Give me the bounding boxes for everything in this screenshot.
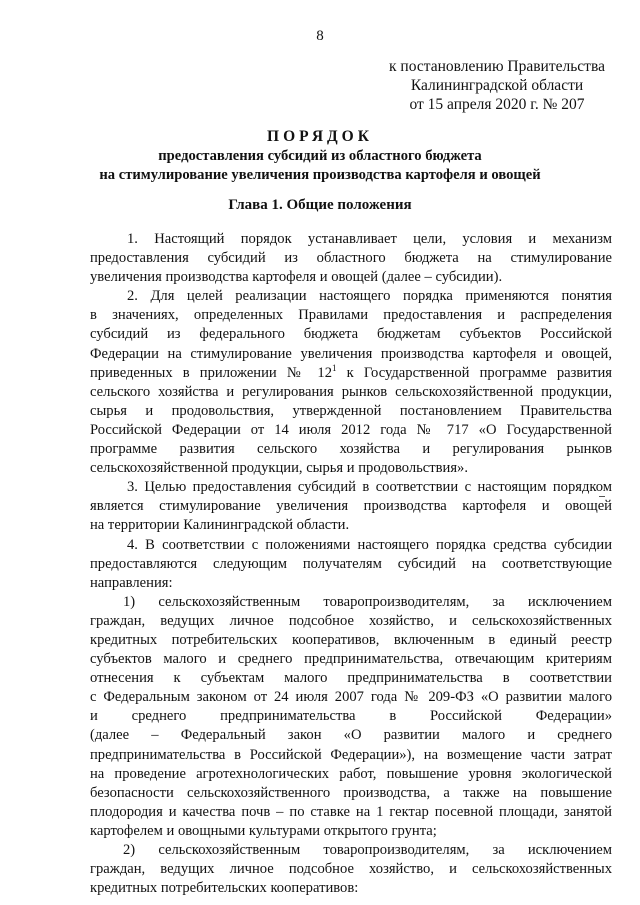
text-line: граждан, ведущих личное подсобное хозяйство, и сельскохозяйственных bbox=[90, 612, 612, 629]
text-line: в значениях, определенных Правилами предоставления и распределения bbox=[90, 307, 612, 324]
text-line: предоставляются следующим получателям субсидий на соответствующие bbox=[90, 555, 612, 572]
text-line-part: к Государственной программе развития bbox=[336, 364, 612, 381]
text-line: плодородия и качества почв – по ставке на 1 гектар посевной площади, занятой bbox=[90, 803, 612, 820]
body-text bbox=[90, 230, 612, 898]
text-line: является стимулирование увеличения производства картофеля и овощей bbox=[90, 498, 612, 515]
text-line: субъектов малого и среднего предпринимательства, отвечающим критериям bbox=[90, 651, 612, 668]
subtitle-line: на стимулирование увеличения производства картофеля и овощей bbox=[99, 167, 541, 183]
text-line: с Федеральным законом от 24 июля 2007 года № 209-ФЗ «О развитии малого bbox=[90, 689, 612, 706]
text-line: Федерации на стимулирование увеличения производства картофеля и овощей, bbox=[90, 345, 612, 362]
text-line: сельского хозяйства и регулирования рынков сельскохозяйственной продукции, bbox=[90, 383, 612, 400]
text-line: 3. Целью предоставления субсидий в соответствии с настоящим порядком bbox=[127, 479, 612, 496]
footnote-superscript: 1 bbox=[332, 362, 337, 373]
text-line: 2) сельскохозяйственным товаропроизводителям, за исключением bbox=[123, 842, 612, 858]
approval-header bbox=[372, 57, 622, 114]
scan-mark bbox=[599, 496, 605, 497]
text-line: сельскохозяйственной продукции, сырья и продовольствия». bbox=[90, 460, 468, 477]
approval-header-line: к постановлению Правительства bbox=[389, 58, 605, 75]
text-line: на территории Калининградской области. bbox=[90, 517, 350, 534]
text-line: 4. В соответствии с положениями настоящего порядка средства субсидии bbox=[127, 536, 612, 553]
text-line: отнесения к субъектам малого предпринимательства в соответствии bbox=[90, 670, 612, 687]
text-line: программе развития сельского хозяйства и регулирования рынков bbox=[90, 441, 612, 458]
document-title: ПОРЯДОК bbox=[267, 128, 373, 145]
text-line: увеличения производства картофеля и овощей (далее – субсидии). bbox=[90, 269, 503, 286]
text-line: предоставления субсидий из областного бюджета на стимулирование bbox=[90, 250, 612, 267]
text-line: граждан, ведущих личное подсобное хозяйство, и сельскохозяйственных bbox=[90, 861, 612, 878]
text-line: (далее – Федеральный закон «О развитии малого и среднего bbox=[90, 727, 612, 744]
approval-header-line: Калининградской области bbox=[410, 77, 584, 94]
text-line: 1. Настоящий порядок устанавливает цели, условия и механизм bbox=[127, 231, 612, 247]
subtitle-line: предоставления субсидий из областного бюджета bbox=[158, 148, 482, 164]
text-line: 1) сельскохозяйственным товаропроизводителям, за исключением bbox=[123, 593, 612, 610]
chapter-heading: Глава 1. Общие положения bbox=[228, 197, 412, 213]
text-line: направления: bbox=[90, 574, 173, 591]
text-line: сырья и продовольствия, утвержденной постановлением Правительства bbox=[90, 402, 612, 419]
text-line: субсидий из федерального бюджета бюджетам субъектов Российской bbox=[90, 326, 612, 343]
text-line-part: приведенных в приложении № 12 bbox=[90, 364, 333, 381]
text-line: картофелем и овощными культурами открытого грунта; bbox=[90, 822, 437, 839]
approval-header-line: от 15 апреля 2020 г. № 207 bbox=[409, 96, 585, 113]
text-line: Российской Федерации от 14 июля 2012 года № 717 «О Государственной bbox=[90, 421, 612, 438]
text-line: и среднего предпринимательства в Российской Федерации» bbox=[90, 708, 612, 725]
text-line bbox=[90, 364, 612, 383]
text-line: кредитных потребительских кооперативов, включенным в единый реестр bbox=[90, 631, 612, 648]
text-line: кредитных потребительских кооперативов: bbox=[90, 880, 359, 897]
text-line: 2. Для целей реализации настоящего порядка применяются понятия bbox=[127, 288, 612, 305]
document-subtitle bbox=[0, 147, 640, 185]
text-line: на проведение агротехнологических работ, повышение уровня экологической bbox=[90, 765, 612, 782]
text-line: безопасности сельскохозяйственного производства, а также на повышение bbox=[90, 784, 612, 801]
page-number: 8 bbox=[316, 28, 324, 44]
text-line: предпринимательства в Российской Федерации»), на возмещение части затрат bbox=[90, 746, 612, 763]
